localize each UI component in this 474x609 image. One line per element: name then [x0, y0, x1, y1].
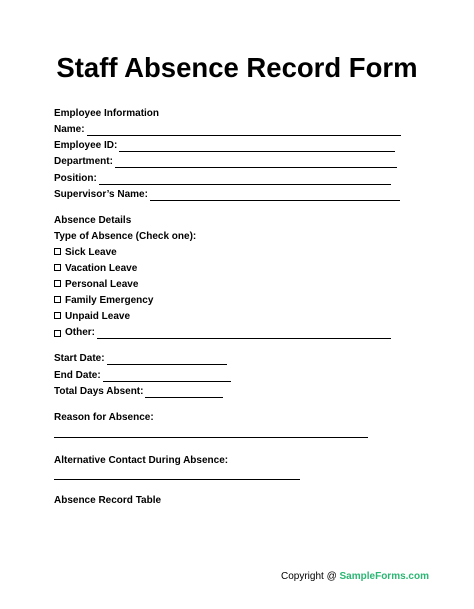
option-unpaid-leave[interactable]	[54, 311, 130, 323]
other-input-line[interactable]	[97, 329, 391, 339]
checkbox-icon[interactable]	[54, 248, 61, 255]
total-days-label: Total Days Absent:	[54, 386, 144, 397]
reason-input-line[interactable]	[54, 437, 368, 438]
option-label: Personal Leave	[65, 279, 139, 290]
absence-type-prompt: Type of Absence (Check one):	[54, 231, 197, 242]
option-sick-leave[interactable]	[54, 247, 117, 259]
contact-input-line[interactable]	[54, 479, 300, 480]
absence-record-table-heading: Absence Record Table	[54, 495, 162, 506]
employee-id-field[interactable]	[54, 140, 395, 152]
brand-link[interactable]: SampleForms.com	[339, 571, 429, 582]
option-label: Sick Leave	[65, 247, 117, 258]
checkbox-icon[interactable]	[54, 280, 61, 287]
option-vacation-leave[interactable]	[54, 263, 137, 275]
position-field[interactable]	[54, 173, 391, 185]
checkbox-icon[interactable]	[54, 296, 61, 303]
name-label: Name:	[54, 124, 85, 135]
total-days-field[interactable]	[54, 386, 223, 398]
checkbox-icon[interactable]	[54, 312, 61, 319]
name-input-line[interactable]	[87, 126, 401, 136]
absence-details-heading: Absence Details	[54, 215, 132, 226]
end-date-input-line[interactable]	[103, 372, 231, 382]
total-days-input-line[interactable]	[145, 388, 223, 398]
start-date-label: Start Date:	[54, 353, 105, 364]
option-label: Family Emergency	[65, 295, 154, 306]
checkbox-icon[interactable]	[54, 264, 61, 271]
department-field[interactable]	[54, 156, 397, 168]
option-personal-leave[interactable]	[54, 279, 138, 291]
reason-label: Reason for Absence:	[54, 412, 154, 423]
option-label: Vacation Leave	[65, 263, 138, 274]
option-label: Other:	[65, 327, 95, 338]
copyright-footer	[281, 571, 429, 582]
end-date-field[interactable]	[54, 370, 231, 382]
copyright-text: Copyright @	[281, 571, 340, 582]
position-label: Position:	[54, 173, 97, 184]
option-label: Unpaid Leave	[65, 311, 131, 322]
start-date-input-line[interactable]	[107, 355, 227, 365]
position-input-line[interactable]	[99, 175, 391, 185]
supervisor-name-label: Supervisor’s Name:	[54, 189, 148, 200]
department-label: Department:	[54, 156, 113, 167]
start-date-field[interactable]	[54, 353, 227, 365]
department-input-line[interactable]	[115, 158, 397, 168]
employee-info-heading: Employee Information	[54, 108, 160, 119]
name-field[interactable]	[54, 124, 401, 136]
employee-id-label: Employee ID:	[54, 140, 118, 151]
employee-id-input-line[interactable]	[119, 142, 395, 152]
checkbox-icon[interactable]	[54, 330, 61, 337]
option-family-emergency[interactable]	[54, 295, 153, 307]
page-title: Staff Absence Record Form	[56, 52, 418, 83]
supervisor-name-field[interactable]	[54, 189, 400, 201]
contact-label: Alternative Contact During Absence:	[54, 455, 229, 466]
end-date-label: End Date:	[54, 370, 101, 381]
supervisor-name-input-line[interactable]	[150, 191, 400, 201]
option-other[interactable]	[54, 327, 391, 339]
